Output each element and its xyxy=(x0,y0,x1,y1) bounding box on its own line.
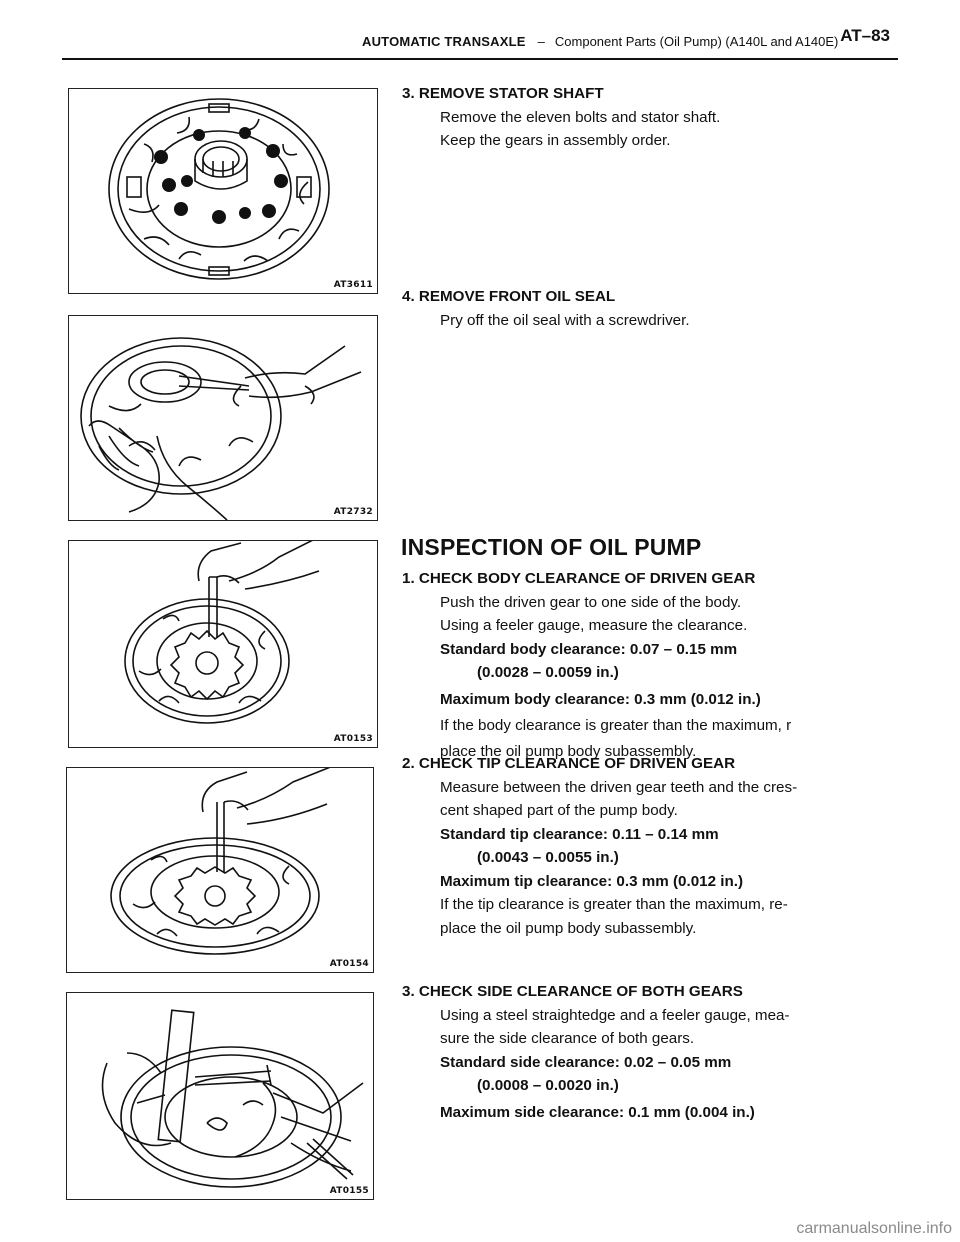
header-subtitle: Component Parts (Oil Pump) (A140L and A140E) xyxy=(554,34,839,49)
step-heading: 2. CHECK TIP CLEARANCE OF DRIVEN GEAR xyxy=(402,755,736,772)
step-note: place the oil pump body subassembly. xyxy=(440,742,697,760)
step-heading: 3. REMOVE STATOR SHAFT xyxy=(402,85,604,102)
check-body-clearance xyxy=(402,567,872,763)
figure-oil-seal xyxy=(68,315,378,521)
step-heading: 1. CHECK BODY CLEARANCE OF DRIVEN GEAR xyxy=(402,570,756,587)
standard-value: Standard body clearance: 0.07 – 0.15 mm xyxy=(440,640,738,658)
step-note: place the oil pump body subassembly. xyxy=(440,919,697,937)
figure-code: AT3611 xyxy=(333,280,373,290)
tip-clearance-illustration xyxy=(67,768,373,972)
header-title xyxy=(362,34,838,49)
side-clearance-illustration xyxy=(67,993,373,1199)
maximum-value: Maximum tip clearance: 0.3 mm (0.012 in.) xyxy=(440,872,744,890)
page-number: AT–83 xyxy=(840,26,890,45)
footer-watermark: carmanualsonline.info xyxy=(796,1220,952,1237)
step-note: If the body clearance is greater than the maximum, r xyxy=(440,717,792,734)
step-text: Measure between the driven gear teeth and the cres- xyxy=(440,778,798,796)
figure-code: AT0155 xyxy=(329,1186,369,1196)
standard-value: Standard side clearance: 0.02 – 0.05 mm xyxy=(440,1053,732,1071)
step-heading: 3. CHECK SIDE CLEARANCE OF BOTH GEARS xyxy=(402,983,743,1000)
step-text: cent shaped part of the pump body. xyxy=(440,802,678,819)
figure-tip-clearance xyxy=(66,767,374,973)
header-section: AUTOMATIC TRANSAXLE xyxy=(362,34,526,49)
step-remove-front-oil-seal xyxy=(402,285,872,332)
step-heading: 4. REMOVE FRONT OIL SEAL xyxy=(402,288,616,305)
section-title: INSPECTION OF OIL PUMP xyxy=(401,534,702,560)
step-text: sure the side clearance of both gears. xyxy=(440,1030,695,1047)
step-text: Using a steel straightedge and a feeler gauge, mea- xyxy=(440,1006,790,1024)
figure-side-clearance xyxy=(66,992,374,1200)
step-remove-stator-shaft xyxy=(402,82,872,153)
step-text: Using a feeler gauge, measure the clearance. xyxy=(440,617,748,634)
maximum-value: Maximum body clearance: 0.3 mm (0.012 in.) xyxy=(440,690,761,708)
figure-code: AT0154 xyxy=(329,959,369,969)
step-text: Remove the eleven bolts and stator shaft. xyxy=(440,108,721,126)
stator-shaft-illustration xyxy=(69,89,377,293)
check-side-clearance xyxy=(402,980,872,1124)
body-clearance-illustration xyxy=(69,541,377,747)
header-rule xyxy=(62,58,898,60)
figure-code: AT0153 xyxy=(333,734,373,744)
step-text: Pry off the oil seal with a screwdriver. xyxy=(440,311,690,329)
page-header xyxy=(62,26,898,62)
check-tip-clearance xyxy=(402,752,872,940)
maximum-value: Maximum side clearance: 0.1 mm (0.004 in.) xyxy=(440,1103,755,1121)
figure-stator-shaft xyxy=(68,88,378,294)
figure-body-clearance xyxy=(68,540,378,748)
standard-value-inches: (0.0028 – 0.0059 in.) xyxy=(477,664,619,681)
standard-value-inches: (0.0008 – 0.0020 in.) xyxy=(477,1077,619,1094)
standard-value: Standard tip clearance: 0.11 – 0.14 mm xyxy=(440,825,719,843)
header-separator: – xyxy=(537,34,545,49)
step-text: Push the driven gear to one side of the body. xyxy=(440,593,742,611)
standard-value-inches: (0.0043 – 0.0055 in.) xyxy=(477,849,619,866)
step-text: Keep the gears in assembly order. xyxy=(440,132,671,149)
step-note: If the tip clearance is greater than the maximum, re- xyxy=(440,896,788,913)
figure-code: AT2732 xyxy=(333,507,373,517)
oil-seal-illustration xyxy=(69,316,377,520)
